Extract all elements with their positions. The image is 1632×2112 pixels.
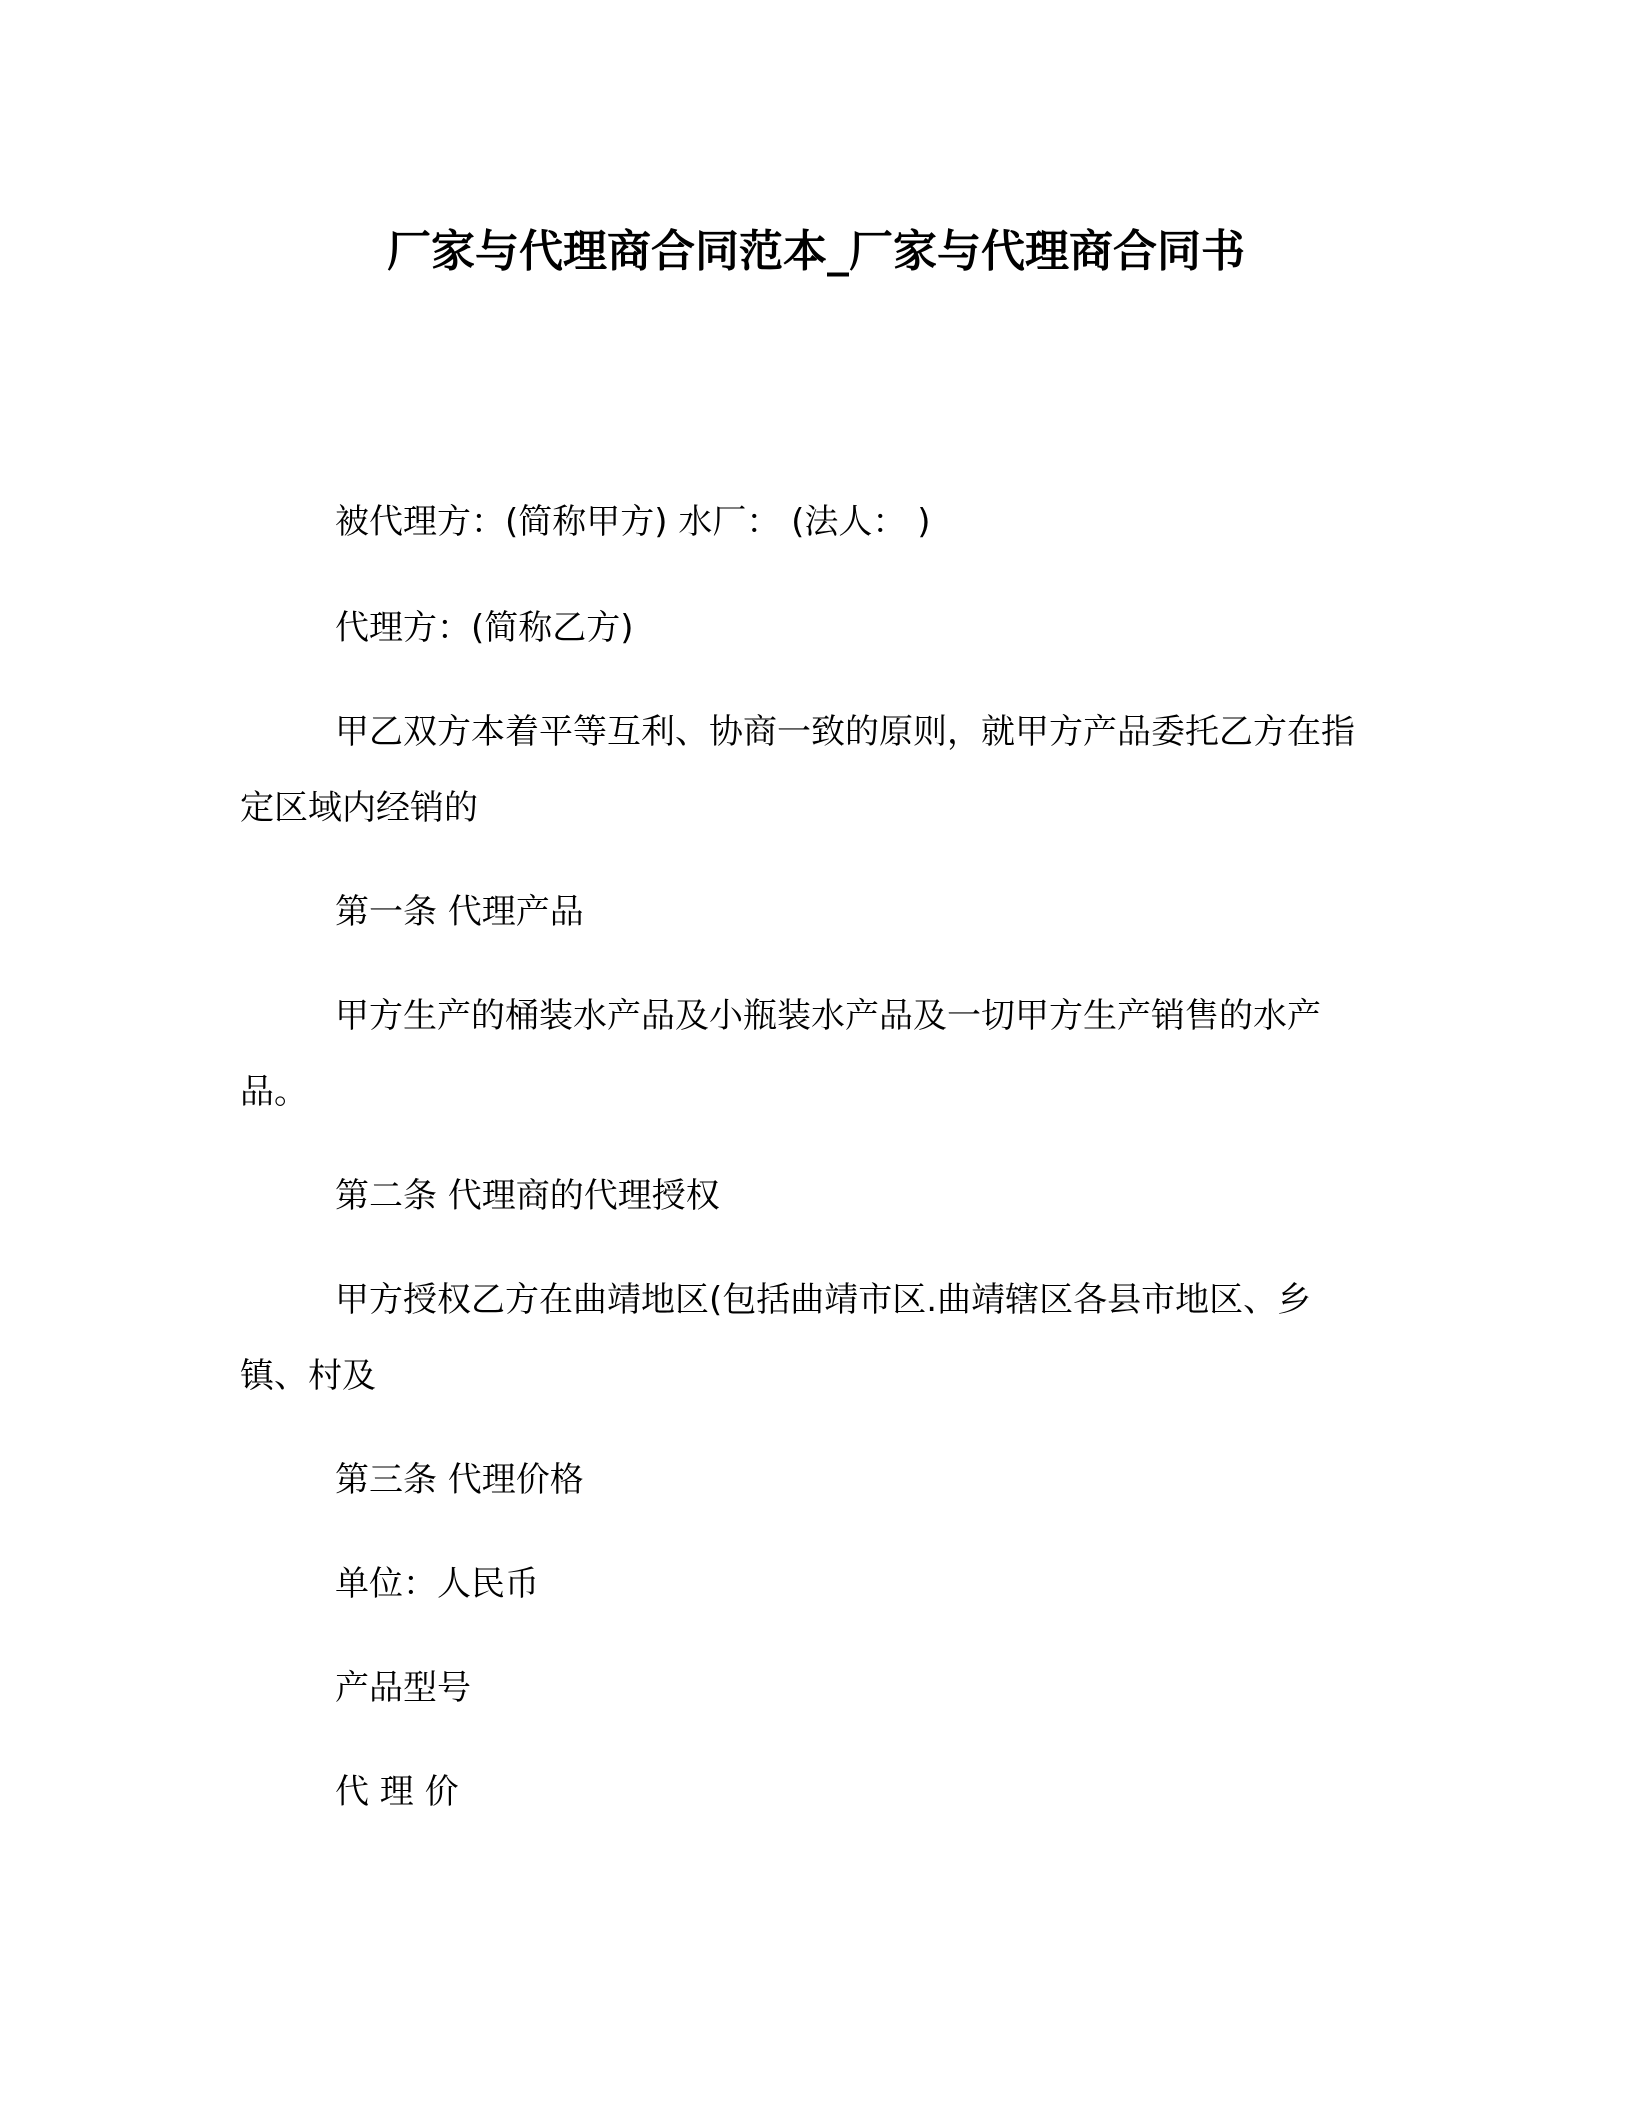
paragraph-preamble: 甲乙双方本着平等互利、协商一致的原则，就甲方产品委托乙方在指定区域内经销的	[240, 712, 1355, 828]
paragraph-authorization: 甲方授权乙方在曲靖地区(包括曲靖市区.曲靖辖区各县市地区、乡镇、村及	[240, 1280, 1312, 1396]
paragraph-agent-party: 代理方：(简称乙方)	[335, 608, 634, 648]
paragraph-agent-price: 代 理 价	[335, 1772, 459, 1812]
paragraph-currency-unit: 单位：人民币	[335, 1564, 539, 1604]
heading-article-3: 第三条 代理价格	[335, 1460, 584, 1500]
heading-article-1: 第一条 代理产品	[335, 892, 584, 932]
paragraph-principal-party: 被代理方：(简称甲方) 水厂： (法人： )	[335, 502, 931, 542]
paragraph-products: 甲方生产的桶装水产品及小瓶装水产品及一切甲方生产销售的水产品。	[240, 996, 1321, 1112]
heading-article-2: 第二条 代理商的代理授权	[335, 1176, 720, 1216]
document-title: 厂家与代理商合同范本_厂家与代理商合同书	[387, 226, 1245, 277]
paragraph-product-model: 产品型号	[335, 1668, 471, 1708]
